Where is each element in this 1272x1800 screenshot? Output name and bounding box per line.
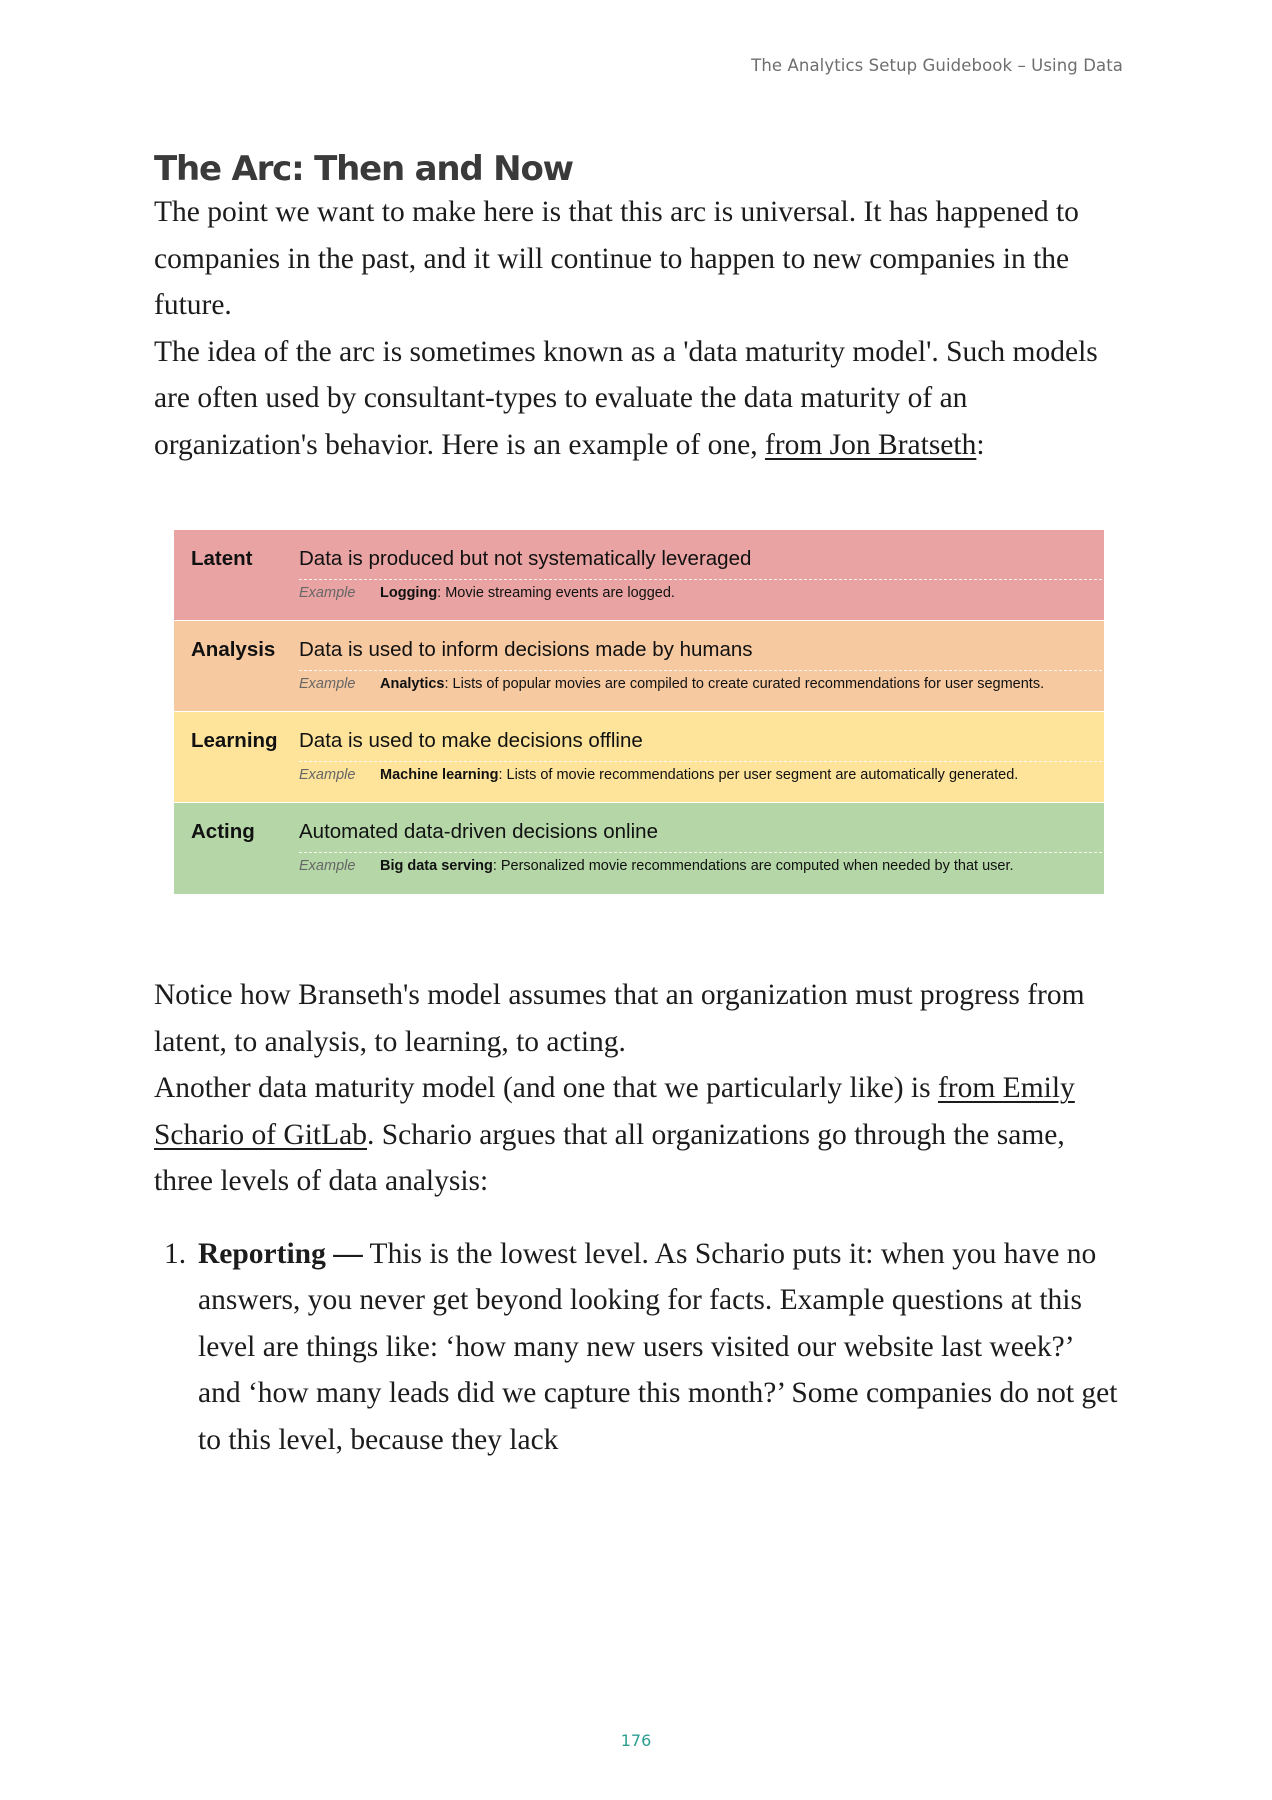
link-jon-bratseth[interactable]: from Jon Bratseth — [764, 428, 977, 461]
stage-name: Learning — [191, 729, 278, 753]
data-maturity-figure — [174, 530, 1104, 894]
stage-learning — [174, 712, 1104, 803]
example-label: Example — [299, 676, 356, 693]
stage-description: Data is used to make decisions offline — [299, 729, 1102, 762]
example-kind: Machine learning — [380, 767, 499, 784]
stage-analysis — [174, 621, 1104, 712]
example-kind: Analytics — [380, 676, 445, 693]
stage-name: Acting — [191, 820, 255, 844]
running-header: The Analytics Setup Guidebook – Using Data — [751, 56, 1123, 75]
paragraph-arc-universal: The point we want to make here is that this arc is universal. It has happened to companies in the past, and it will continue to happen to new companies in the future. — [154, 196, 1079, 322]
list-item-text — [198, 1231, 1122, 1464]
example-text: : Movie streaming events are logged. — [437, 585, 675, 602]
stage-name: Latent — [191, 547, 253, 571]
example-kind: Big data serving — [380, 858, 493, 875]
example-kind: Logging — [380, 585, 438, 602]
levels-list — [154, 1231, 1122, 1464]
page-content — [154, 150, 1122, 1463]
list-item-body: This is the lowest level. As Schario puts it: when you have no answers, you never get beyond looking for facts. Example questions at this level are things like: ‘how many new users visited our website last week?’ and ‘how many leads did we capture this month?’ Some companies do not get to this level, because they lack — [198, 1237, 1118, 1456]
paragraph-text: The idea of the arc is sometimes known as a 'data maturity model'. Such models are often used by consultant-types to evaluate the data maturity of an organization's behavior. Here is an example of one, — [154, 335, 1098, 461]
stage-description: Automated data-driven decisions online — [299, 820, 1102, 853]
stage-example — [299, 676, 1102, 692]
stage-name: Analysis — [191, 638, 276, 662]
example-label: Example — [299, 858, 356, 875]
stage-example — [299, 767, 1102, 783]
link-emily-schario[interactable]: from Emily Schario of GitLab — [154, 1072, 1075, 1151]
example-label: Example — [299, 585, 356, 602]
stage-example — [299, 585, 1102, 601]
paragraph-tail: : — [976, 428, 985, 461]
stage-acting — [174, 803, 1104, 894]
paragraph-branseth-notice: Notice how Branseth's model assumes that an organization must progress from latent, to analysis, to learning, to acting. — [154, 979, 1085, 1058]
list-item — [154, 1231, 1122, 1464]
example-text: : Personalized movie recommendations are computed when needed by that user. — [492, 858, 1014, 875]
stage-description: Data is used to inform decisions made by humans — [299, 638, 1102, 671]
stage-latent — [174, 530, 1104, 621]
paragraph-text: Another data maturity model (and one that we particularly like) is — [154, 1072, 938, 1105]
list-number: 1. — [164, 1237, 187, 1270]
paragraph-schario-model — [154, 1065, 1122, 1205]
stage-description: Data is produced but not systematically leveraged — [299, 547, 1102, 580]
example-label: Example — [299, 767, 356, 784]
page-number: 176 — [620, 1731, 652, 1750]
paragraph-maturity-model — [154, 329, 1122, 469]
example-text: : Lists of movie recommendations per user segment are automatically generated. — [498, 767, 1019, 784]
paragraph-tail: . Schario argues that all organizations go through the same, three levels of data analysis: — [154, 1118, 1065, 1198]
stage-example — [299, 858, 1102, 874]
section-title: The Arc: Then and Now — [154, 149, 573, 189]
list-item-term: Reporting — — [198, 1237, 363, 1270]
example-text: : Lists of popular movies are compiled to create curated recommendations for user segments. — [444, 676, 1045, 693]
